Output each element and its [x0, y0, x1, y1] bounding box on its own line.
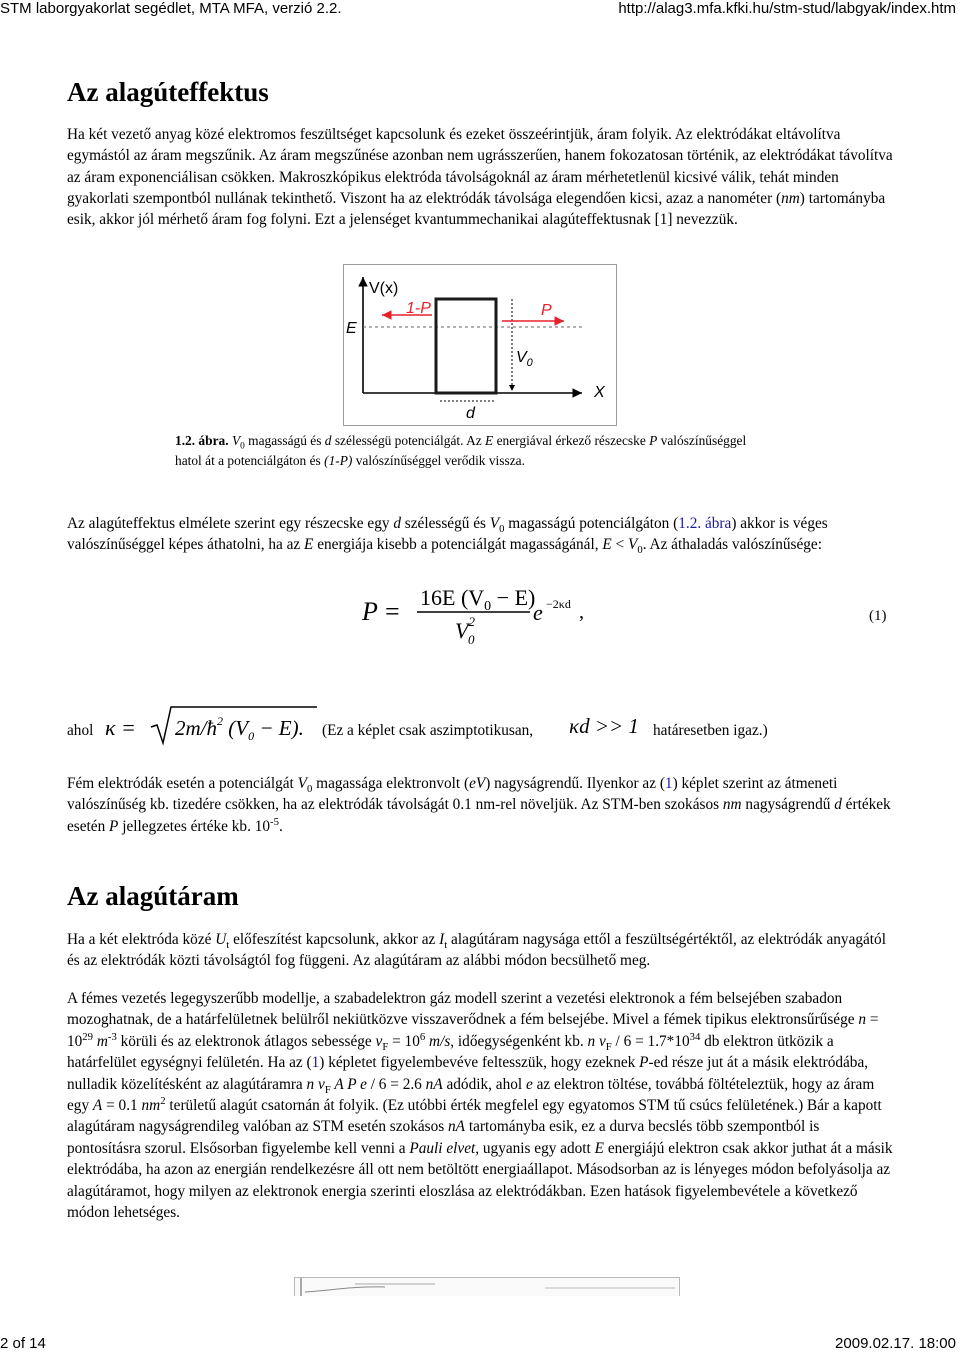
text-run: E — [485, 433, 494, 448]
svg-text:ahol: ahol — [67, 722, 94, 739]
text-run: előfeszítést kapcsolunk, akkor az — [229, 931, 440, 948]
kappa-definition-graphic — [67, 703, 897, 749]
text-run: magasságú és — [244, 433, 325, 448]
equation-reference-link[interactable]: 1 — [311, 1054, 320, 1072]
text-run: A P e — [330, 1075, 367, 1093]
text-run: magassága elektronvolt ( — [312, 775, 470, 792]
text-run: tartományba esik, ez a durva becslés több szempontból is pontosításra szorul. Elsősorban figyelembe kell venni a — [67, 1118, 820, 1157]
text-run: V — [231, 433, 241, 448]
svg-text:(1): (1) — [869, 608, 887, 624]
tunnel-current-paragraph — [67, 929, 897, 972]
e-label: E — [346, 320, 357, 337]
text-run: 6 — [419, 1030, 426, 1043]
text-run: P — [649, 433, 658, 448]
text-run: ) képlet szerint az átmeneti valószínűség kb. tizedére csökken, ha az elektródák távolságát 0.1 nm-rel növeljük. Az STM-ben szokásos — [67, 775, 838, 814]
section-title-tunnel-effect: Az alagúteffektus — [67, 77, 269, 107]
text-run: 0 — [637, 544, 643, 557]
print-timestamp: 2009.02.17. 18:00 — [835, 1335, 956, 1352]
text-run: alagútáram nagysága ettől a feszültségértéktől, az elektródák anyagától és az elektródák közti távolságtól fog függeni. Az alagútáram az alábbi módon becsülhető meg. — [67, 931, 886, 970]
text-run: magasságú potenciálgáton ( — [504, 515, 679, 532]
text-run: d — [393, 515, 401, 532]
text-run: n v — [306, 1075, 325, 1093]
reference-link-1[interactable]: 1 — [659, 211, 668, 229]
one-minus-p-label: 1-P — [406, 300, 431, 317]
text-run: A — [92, 1097, 103, 1115]
text-run: V — [628, 536, 638, 554]
text-run: 0 — [499, 523, 505, 536]
text-run: t — [226, 939, 230, 952]
section-title-tunnel-current: Az alagútáram — [67, 881, 239, 911]
text-run: = 0.1 — [102, 1097, 142, 1115]
text-run: valószínűséggel hatol át a potenciálgáton és — [175, 433, 747, 468]
text-run: ) akkor is véges valószínűséggel képes áthatolni, ha az — [67, 515, 828, 554]
text-run: I — [439, 931, 445, 948]
text-run: -ed része jut át a másik elektródába, nulladik közelítésként az alagútáramra — [67, 1054, 869, 1093]
header-url[interactable]: http://alag3.mfa.kfki.hu/stm-stud/labgyak/index.htm — [618, 0, 956, 17]
text-run: nm — [781, 189, 800, 207]
text-run: P — [639, 1054, 649, 1072]
text-run: 29 — [82, 1030, 93, 1043]
vx-label: V(x) — [369, 280, 399, 297]
text-run: energiája kisebb a potenciálgát magasságánál, — [313, 536, 603, 554]
text-run: az elektron töltése, továbbá föltételeztük, hogy az áram egy — [67, 1075, 875, 1115]
text-run: E — [602, 536, 612, 554]
x-label: X — [594, 384, 605, 401]
text-run: energiával érkező részecske — [493, 433, 650, 448]
text-run: nm — [141, 1097, 161, 1115]
text-run: V — [489, 515, 500, 532]
text-run: 34 — [689, 1030, 701, 1043]
text-run: E — [594, 1139, 604, 1157]
text-run: U — [215, 931, 227, 948]
barrier-rect — [436, 299, 496, 393]
intro-paragraph — [67, 124, 897, 230]
text-run: m/s — [429, 1032, 451, 1050]
svg-text:2m/ħ2 (V0 − E).: $2m/ħ^2$ $(V_0 - E)$. — [175, 714, 304, 743]
text-run: adódik, ahol — [442, 1075, 526, 1093]
svg-text:−2κd: −2κd — [546, 597, 571, 611]
caption-number: 1.2. ábra. — [175, 433, 229, 448]
text-run: . — [278, 817, 283, 835]
text-run: Az alagúteffektus elmélete szerint egy részecske egy — [67, 515, 394, 532]
partial-figure-image — [294, 1277, 680, 1296]
text-run: energiájú elektron csak akkor juthat át a másik elektródába, ha azon az energián rendelkezésre áll ott nem betöltött energiaállapot. Másodsorban az is lényeges módon befolyásolja az alagútáramot, hogy milyen az elektronok energia szerinti eloszlása az elektródákban. Ezen hatások figyelembevétele a következő módon lehetséges. — [67, 1139, 893, 1222]
svg-text:κ =: κ = — [105, 715, 136, 740]
text-run: / 6 = 1.7*10 — [611, 1032, 690, 1050]
text-run: , ugyanis egy adott — [475, 1139, 595, 1157]
text-run: nA — [425, 1075, 443, 1093]
text-run: valószínűséggel verődik vissza. — [352, 453, 525, 468]
kappa-definition — [67, 703, 897, 749]
p-label: P — [541, 302, 552, 319]
text-run: F — [324, 1083, 331, 1096]
theory-paragraph — [67, 513, 897, 556]
text-run: 0 — [240, 441, 245, 452]
text-run: 0 — [307, 783, 313, 796]
text-run: d — [324, 433, 332, 448]
text-run: Ha a két elektróda közé — [67, 931, 216, 948]
equation-reference-link[interactable]: 1 — [664, 775, 673, 792]
text-run: ) nagyságrendű. Ilyenkor az ( — [485, 775, 665, 792]
svg-text:határesetben igaz.): határesetben igaz.) — [653, 722, 768, 739]
partial-figure-graphic — [295, 1278, 679, 1296]
metal-electrodes-paragraph — [67, 773, 897, 837]
text-run: t — [444, 939, 448, 952]
text-run: Az — [463, 433, 486, 448]
text-run: értékek esetén — [67, 796, 891, 835]
text-run: -3 — [107, 1030, 117, 1043]
text-run: F — [382, 1040, 389, 1053]
text-run: ) képletet figyelembevéve feltesszük, hogy ezeknek — [319, 1054, 640, 1072]
text-run: n — [587, 1032, 596, 1050]
potential-barrier-figure — [343, 264, 617, 426]
svg-text:=: = — [385, 597, 400, 626]
text-run: -5 — [270, 815, 279, 828]
d-label: d — [466, 405, 475, 422]
text-run: . Az áthaladás valószínűsége: — [642, 536, 822, 554]
v0-label: $V_0$ — [516, 349, 533, 369]
text-run: < — [611, 536, 628, 554]
svg-text:,: , — [579, 601, 584, 623]
text-run: nm — [722, 796, 742, 814]
svg-text:(Ez a képlet csak aszimptotiku: (Ez a képlet csak aszimptotikusan, — [322, 722, 534, 739]
page-number: 2 of 14 — [0, 1335, 46, 1352]
svg-text:κd >> 1: κd >> 1 — [569, 714, 639, 738]
text-run: Ha két vezető anyag közé elektromos feszültséget kapcsolunk és ezeket összeérintjük, áram folyik. Az elektródákat eltávolítva egymástól az áram megszűnik. Az áram megszűnése azonban nem ugrásszerűen, hanem fokozatosan történik, az elektródákat távolítva az áram exponenciálisan csökken. Makroszkópikus elektróda távolságoknál az áram mérhetetlenül kicsivé válik, tehát minden gyakorlati szempontból nullának tekinthető. Viszont ha az elektródák távolsága elegendően kicsi, azaz a nanométer ( — [67, 126, 893, 207]
text-run: F — [605, 1040, 612, 1053]
text-run: jellegzetes értéke kb. 10 — [118, 817, 271, 835]
text-run: = 10 — [67, 1011, 879, 1050]
equation-1-graphic — [67, 580, 897, 650]
text-run: A fémes vezetés legegyszerűbb modellje, a szabadelektron gáz modell szerint a vezetési elektronok a fém belsejében szabadon mozoghatnak, de a határfelületnek belülről nekiütközve visszaverődnek a fém belsejébe. Mivel a fémek tipikus elektronsűrűsége — [67, 990, 859, 1029]
text-run: (1-P) — [324, 453, 353, 468]
text-run: db elektron ütközik a határfelület egységnyi felületén. Ha az ( — [67, 1032, 834, 1072]
header-title: STM laborgyakorlat segédlet, MTA MFA, verzió 2.2. — [0, 0, 342, 17]
text-run: körüli és az elektronok átlagos sebessége — [116, 1032, 376, 1050]
text-run: nA — [448, 1118, 466, 1136]
text-run: V — [297, 775, 307, 792]
text-run: e — [525, 1075, 533, 1093]
text-run: szélességű és — [400, 515, 490, 532]
figure-reference-link[interactable]: 1.2. ábra — [678, 515, 732, 532]
text-run: Pauli elvet — [409, 1139, 476, 1157]
svg-text:P: P — [362, 597, 378, 626]
text-run: v — [375, 1032, 383, 1050]
equation-1 — [67, 580, 897, 650]
text-run: , időegységenként kb. — [450, 1032, 588, 1050]
svg-text:V20: $V^2$ 0 — [455, 614, 475, 647]
figure-caption — [175, 431, 775, 471]
text-run: 2 — [160, 1094, 166, 1107]
text-run: eV — [469, 775, 486, 792]
svg-text:e: e — [533, 600, 543, 625]
text-run: / 6 = 2.6 — [366, 1075, 426, 1093]
potential-barrier-diagram — [344, 265, 616, 425]
svg-text:16E (V0 − E): 16E $(V_0 - E)$ — [420, 585, 536, 614]
text-run: = 10 — [388, 1032, 420, 1050]
text-run: m — [96, 1032, 108, 1050]
text-run: d — [834, 796, 842, 814]
text-run: Fém elektródák esetén a potenciálgát — [67, 775, 298, 792]
text-run: ) tartományba esik, akkor jól mérhető áram fog folyni. Ezt a jelenséget kvantummechanikai alagúteffektusnak [ — [67, 189, 886, 229]
text-run: ] nevezzük. — [667, 211, 738, 229]
text-run: szélességü potenciálgát. — [331, 433, 464, 448]
text-run: P — [109, 817, 119, 835]
text-run: E — [304, 536, 314, 554]
free-electron-paragraph — [67, 988, 897, 1223]
text-run: n — [858, 1011, 866, 1029]
text-run: területű alagút csatornán át folyik. (Ez utóbbi érték megfelel egy egyatomos STM tű csúcs felületének.) Bár a kapott alagútáram nagyságrendileg valóban az STM esetén szokásos — [67, 1097, 882, 1136]
text-run: nagyságrendű — [741, 796, 835, 814]
text-run: v — [598, 1032, 606, 1050]
